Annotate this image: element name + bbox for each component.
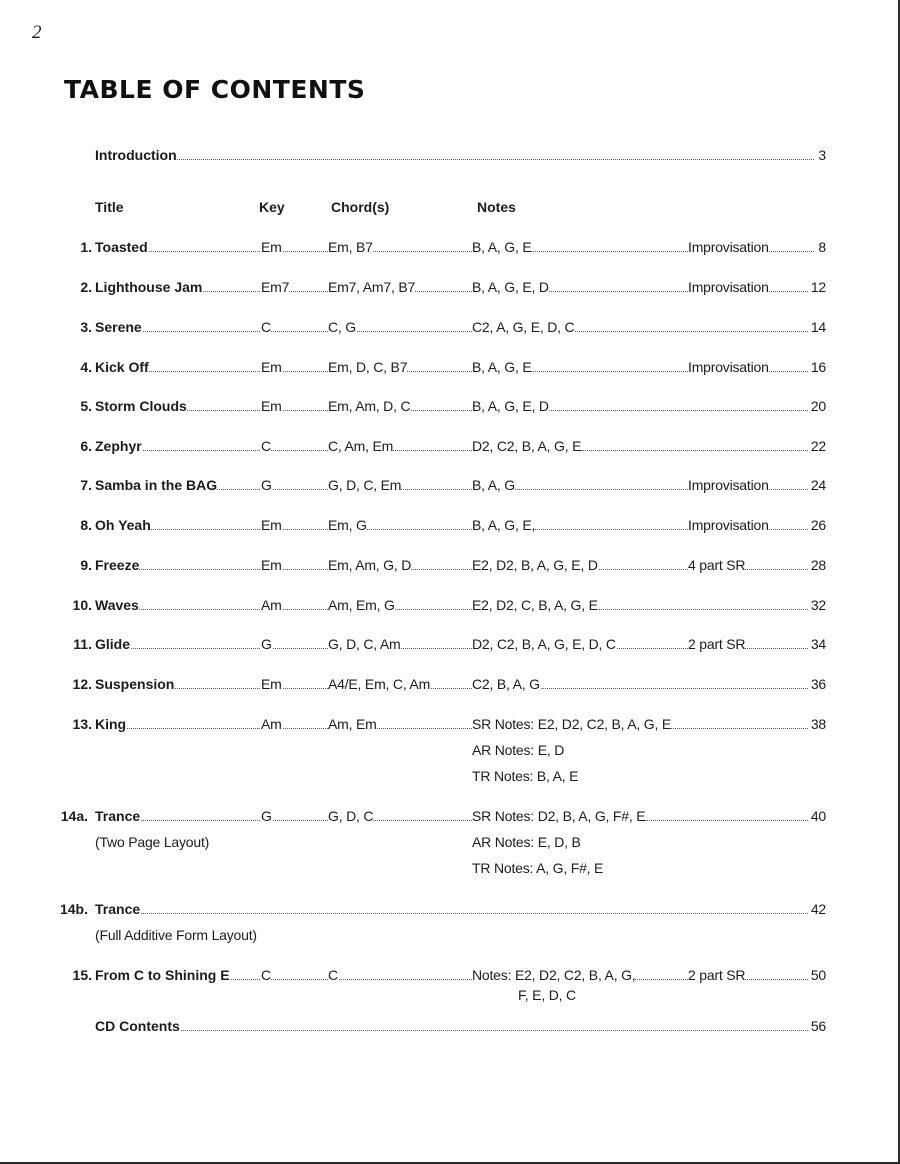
entry-notes: SR Notes: E2, D2, C2, B, A, G, E	[472, 716, 672, 732]
entry-number: 4.	[80, 359, 92, 375]
dot-leader	[95, 820, 814, 821]
entry-number: 15.	[72, 967, 92, 983]
dot-leader	[95, 728, 814, 729]
entry-title: Trance	[95, 901, 141, 917]
entry-notes: E2, D2, B, A, G, E, D	[472, 557, 598, 573]
page-ref: 32	[810, 597, 826, 613]
toc-line	[0, 318, 900, 336]
entry-number: 9.	[80, 557, 92, 573]
page-ref: 34	[810, 636, 826, 652]
entry-title: Trance	[95, 808, 141, 824]
page-number: 2	[32, 22, 42, 43]
toc-line	[0, 635, 900, 653]
entry-number: 3.	[80, 319, 92, 335]
entry-notes: D2, C2, B, A, G, E, D, C	[472, 636, 616, 652]
entry-chords: G, D, C	[328, 808, 374, 824]
entry-tr-notes: TR Notes: A, G, F#, E	[472, 860, 604, 876]
page-ref: 42	[810, 901, 826, 917]
entry-notes: B, A, G, E	[472, 359, 532, 375]
entry-chords: G, D, C, Em	[328, 477, 402, 493]
entry-key: Em	[261, 676, 282, 692]
toc-line	[0, 807, 900, 825]
dot-leader	[95, 410, 814, 411]
entry-title: Zephyr	[95, 438, 142, 454]
entry-title: Storm Clouds	[95, 398, 187, 414]
entry-key: G	[261, 477, 272, 493]
page-ref: 16	[810, 359, 826, 375]
page-ref: 8	[818, 239, 826, 255]
entry-key: Em	[261, 557, 282, 573]
entry-key: Em	[261, 398, 282, 414]
toc-line	[0, 966, 900, 984]
page-ref: 3	[818, 147, 826, 163]
entry-subtitle: (Two Page Layout)	[95, 834, 210, 850]
entry-extra: 2 part SR	[688, 967, 746, 983]
intro-title: Introduction	[95, 147, 177, 163]
header-notes: Notes	[477, 199, 516, 215]
page-ref: 26	[810, 517, 826, 533]
entry-chords: Am, Em	[328, 716, 377, 732]
entry-chords: Em, D, C, B7	[328, 359, 408, 375]
entry-notes: D2, C2, B, A, G, E	[472, 438, 582, 454]
entry-notes: C2, B, A, G	[472, 676, 540, 692]
entry-key: Am	[261, 597, 282, 613]
entry-title: Waves	[95, 597, 139, 613]
toc-line	[0, 596, 900, 614]
entry-notes: SR Notes: D2, B, A, G, F#, E	[472, 808, 646, 824]
page-ref: 12	[810, 279, 826, 295]
header-key: Key	[259, 199, 285, 215]
toc-line	[0, 675, 900, 693]
entry-number: 2.	[80, 279, 92, 295]
entry-ar-notes: AR Notes: E, D	[472, 742, 565, 758]
dot-leader	[95, 688, 814, 689]
entry-extra: Improvisation	[688, 477, 769, 493]
entry-chords: Em, B7	[328, 239, 373, 255]
entry-key: Em	[261, 517, 282, 533]
entry-key: Em	[261, 359, 282, 375]
entry-notes: B, A, G, E, D	[472, 398, 549, 414]
entry-chords: C	[328, 967, 338, 983]
entry-number: 5.	[80, 398, 92, 414]
entry-chords: G, D, C, Am	[328, 636, 401, 652]
entry-title: Glide	[95, 636, 131, 652]
entry-key: Em7	[261, 279, 290, 295]
toc-line	[0, 397, 900, 415]
entry-notes: Notes: E2, D2, C2, B, A, G,	[472, 967, 636, 983]
toc-line	[0, 238, 900, 256]
page-ref: 28	[810, 557, 826, 573]
page-title: TABLE OF CONTENTS	[64, 75, 366, 104]
entry-chords: Em, Am, G, D	[328, 557, 412, 573]
entry-notes: B, A, G	[472, 477, 515, 493]
entry-title: Suspension	[95, 676, 175, 692]
entry-number: 13.	[72, 716, 92, 732]
entry-chords: C, Am, Em	[328, 438, 394, 454]
entry-chords: A4/E, Em, C, Am	[328, 676, 431, 692]
entry-subtitle: (Full Additive Form Layout)	[95, 927, 257, 943]
entry-chords: Am, Em, G	[328, 597, 395, 613]
entry-extra: Improvisation	[688, 239, 769, 255]
entry-key: C	[261, 438, 271, 454]
toc-line	[0, 1017, 900, 1035]
entry-chords: Em, Am, D, C	[328, 398, 411, 414]
dot-leader	[95, 1030, 814, 1031]
entry-extra: Improvisation	[688, 279, 769, 295]
entry-extra: 2 part SR	[688, 636, 746, 652]
cd-contents-title: CD Contents	[95, 1018, 180, 1034]
entry-title: Samba in the BAG	[95, 477, 218, 493]
entry-title: Kick Off	[95, 359, 149, 375]
entry-extra: Improvisation	[688, 517, 769, 533]
dot-leader	[95, 913, 814, 914]
page-ref: 56	[810, 1018, 826, 1034]
toc-line	[0, 715, 900, 733]
entry-chords: C, G	[328, 319, 356, 335]
page-ref: 38	[810, 716, 826, 732]
entry-number: 10.	[72, 597, 92, 613]
entry-key: G	[261, 808, 272, 824]
entry-extra: Improvisation	[688, 359, 769, 375]
entry-number: 12.	[72, 676, 92, 692]
dot-leader	[95, 609, 814, 610]
entry-number: 11.	[73, 636, 92, 652]
page-ref: 50	[810, 967, 826, 983]
entry-title: Toasted	[95, 239, 148, 255]
header-chords: Chord(s)	[331, 199, 390, 215]
entry-key: C	[261, 967, 271, 983]
page-ref: 36	[810, 676, 826, 692]
entry-chords: Em, G	[328, 517, 367, 533]
entry-title: Serene	[95, 319, 142, 335]
page-ref: 14	[810, 319, 826, 335]
toc-line	[0, 476, 900, 494]
entry-title: From C to Shining E	[95, 967, 230, 983]
entry-notes: B, A, G, E,	[472, 517, 536, 533]
entry-number: 7.	[80, 477, 92, 493]
toc-line	[0, 437, 900, 455]
entry-title: Freeze	[95, 557, 140, 573]
page-ref: 40	[810, 808, 826, 824]
entry-notes: E2, D2, C, B, A, G, E	[472, 597, 598, 613]
entry-number: 1.	[80, 239, 92, 255]
entry-notes-continued: F, E, D, C	[518, 987, 576, 1003]
entry-title: Lighthouse Jam	[95, 279, 203, 295]
entry-notes: C2, A, G, E, D, C	[472, 319, 575, 335]
dot-leader	[95, 331, 814, 332]
entry-key: G	[261, 636, 272, 652]
toc-line	[0, 556, 900, 574]
page-ref: 22	[810, 438, 826, 454]
toc-line	[0, 516, 900, 534]
entry-ar-notes: AR Notes: E, D, B	[472, 834, 581, 850]
header-title: Title	[95, 199, 124, 215]
entry-number: 14a.	[60, 808, 88, 824]
entry-notes: B, A, G, E	[472, 239, 532, 255]
toc-line	[0, 146, 900, 164]
entry-key: Am	[261, 716, 282, 732]
toc-line	[0, 278, 900, 296]
dot-leader	[95, 450, 814, 451]
entry-extra: 4 part SR	[688, 557, 746, 573]
toc-line	[0, 358, 900, 376]
toc-line	[0, 900, 900, 918]
dot-leader	[95, 159, 814, 160]
page-ref: 24	[810, 477, 826, 493]
entry-notes: B, A, G, E, D	[472, 279, 549, 295]
entry-number: 14b.	[59, 901, 88, 917]
entry-tr-notes: TR Notes: B, A, E	[472, 768, 579, 784]
entry-number: 6.	[80, 438, 92, 454]
entry-number: 8.	[80, 517, 92, 533]
entry-key: Em	[261, 239, 282, 255]
page-ref: 20	[810, 398, 826, 414]
entry-chords: Em7, Am7, B7	[328, 279, 416, 295]
entry-key: C	[261, 319, 271, 335]
entry-title: Oh Yeah	[95, 517, 151, 533]
entry-title: King	[95, 716, 127, 732]
